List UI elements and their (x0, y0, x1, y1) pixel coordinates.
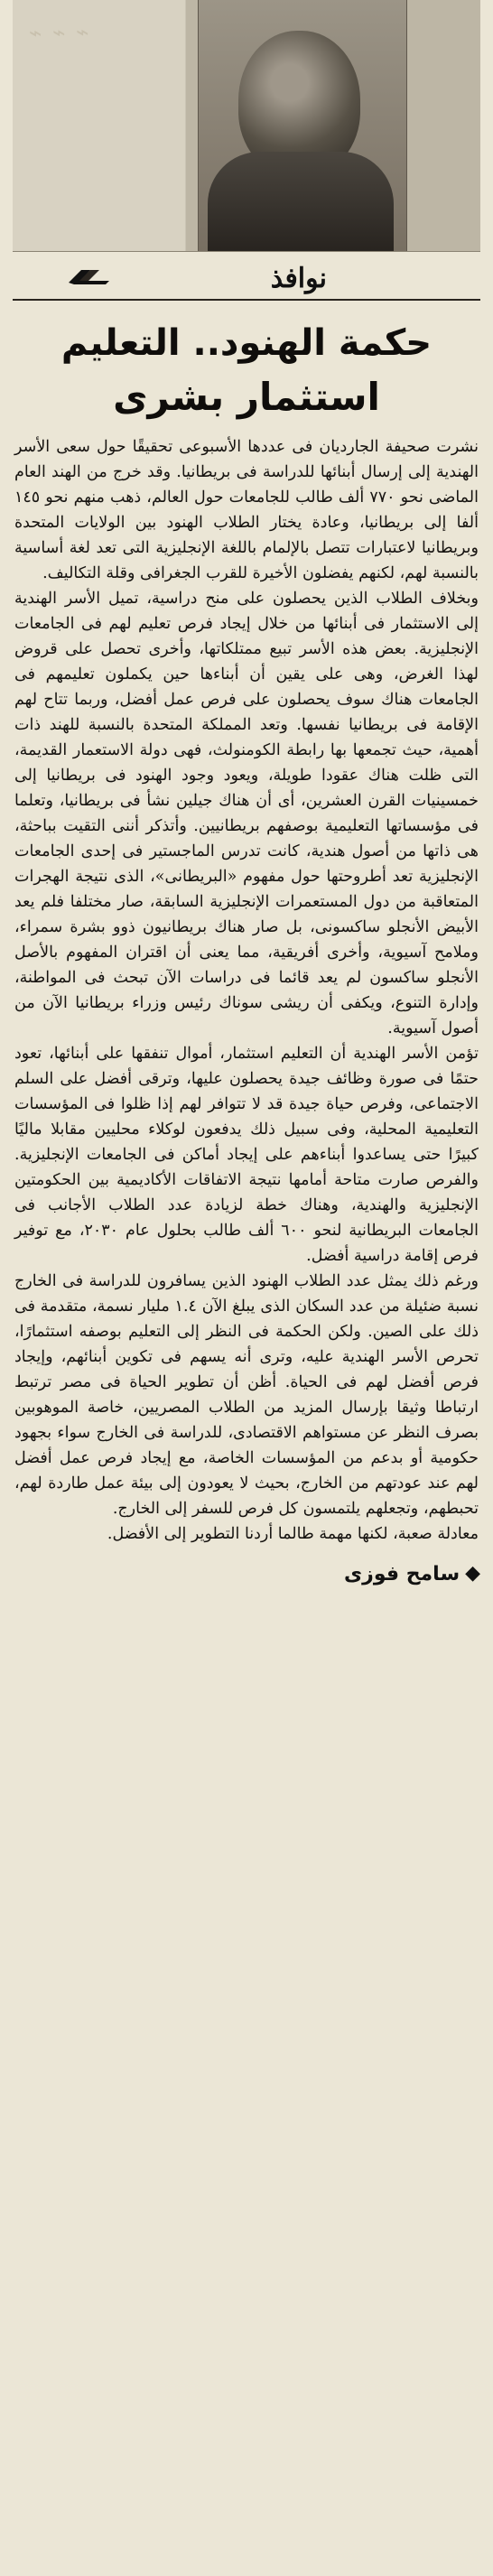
column-logo-icon (65, 266, 114, 288)
diamond-icon: ◆ (465, 1562, 480, 1585)
article-paragraph: تؤمن الأسر الهندية أن التعليم استثمار، أموال تنفقها على أبنائها، تعود حتمًا فى صورة وظائف جيدة يحصلون عليها، وترقى أفضل على السلم الاجتماعى، وفرص حياة جيدة قد لا تتوافر لهم إذا ظلوا فى المؤسسات التعليمية المحلية، وفى سبيل ذلك يدفعون لوكلاء محليين مقابلا ماليًا كبيرًا حتى يساعدوا أبناءهم على إيجاد أماكن فى الجامعات الإنجليزية. والفرص صارت متاحة أمامها نتيجة الاتفاقات الأكاديمية بين الحكومتين الإنجليزية والهندية، وهناك خطة لزيادة عدد الطلاب الأجانب فى الجامعات البريطانية لنحو ٦٠٠ ألف طالب بحلول عام ٢٠٣٠، مع توفير فرص إقامة دراسية أفضل. (14, 1045, 479, 1265)
headline (13, 317, 480, 425)
author-photo (13, 0, 480, 252)
photo-watermark: ⌁ ⌁ ⌁ (28, 19, 91, 46)
portrait-body (208, 152, 394, 252)
article-paragraph: ورغم ذلك يمثل عدد الطلاب الهنود الذين يسافرون للدراسة فى الخارج نسبة ضئيلة من عدد السكان الذى يبلغ الآن ١.٤ مليار نسمة، متقدمة فى ذلك على الصين. ولكن الحكمة فى النظر إلى التعليم بوصفه استثمارًا، تحرص الأسر الهندية عليه، وترى أنه يسهم فى تكوين أبنائهم، وإيجاد فرص أفضل لهم فى الحياة. أظن أن تطوير الحياة فى مصر ترتبط ارتباطا وثيقا بإرسال المزيد من الطلاب المصريين، خاصة الموهوبين بصرف النظر عن مستواهم الاقتصادى، للدراسة فى الخارج سواء بجهود حكومية أو بدعم من المؤسسات الخاصة، مع إيجاد فرص عمل أفضل لهم عند عودتهم من الخارج، بحيث لا يعودون إلى بيئة عمل طاردة لهم، تحبطهم، وتجعلهم يلتمسون كل فرص للسفر إلى الخارج. (14, 1272, 479, 1518)
headline-line-1: حكمة الهنود.. التعليم (60, 322, 433, 364)
article-paragraph: وبخلاف الطلاب الذين يحصلون على منح دراسية، تميل الأسر الهندية إلى الاستثمار فى أبنائها من خلال إيجاد فرص تعليم لهم فى الجامعات الإنجليزية. بعض هذه الأسر تبيع ممتلكاتها، وأخرى تحصل على قروض لهذا الغرض، وهى على يقين أن أبناءها حين يكملون تعليمهم فى الجامعات هناك سوف يحصلون على فرص عمل أفضل، وربما تتاح لهم الإقامة فى بريطانيا نفسها. وتعد المملكة المتحدة بالنسبة للهند ذات أهمية، حيث تجمعها بها رابطة الكومنولث، فهى دولة الاستعمار القديمة، التى ظلت هناك عقودا طويلة، ويعود وجود الهنود فى بريطانيا إلى خمسينيات القرن العشرين، أى أن هناك جيلين نشأ فى بريطانيا، وتعلما فى مؤسساتها التعليمية بوصفهم بريطانيين. وأتذكر أننى التقيت بباحثة، هى ذاتها من أصول هندية، كانت تدرس الماجستير فى إحدى الجامعات الإنجليزية تعد أطروحتها حول مفهوم «البريطانى»، الذى نتيجة الهجرات المتعاقبة من دول المستعمرات الإنجليزية السابقة، صار مختلفا فلم يعد الأبيض الأنجلو ساكسونى، بل صار هناك بريطانيون ذوو بشرة سمراء، وملامح آسيوية، وأخرى أفريقية، مما يعنى أن اقتران المفهوم بالأصل الأنجلو ساكسون لم يعد قائما فى دراسات الآن تبحث فى المواطنة، وإدارة التنوع، ويكفى أن ريشى سوناك رئيس وزراء بريطانيا الآن من أصول آسيوية. (14, 590, 479, 1037)
column-title: نوافذ (270, 263, 327, 294)
author-signature (13, 1563, 480, 1586)
article-paragraph: معادلة صعبة، لكنها مهمة طالما أردنا التطوير إلى الأفضل. (107, 1525, 479, 1543)
author-name: سامح فوزى (344, 1563, 460, 1586)
headline-line-2: استثمار بشرى (113, 375, 380, 419)
article-body (13, 434, 480, 1547)
article-paragraph: نشرت صحيفة الجارديان فى عددها الأسبوعى تحقيقًا حول سعى الأسر الهندية إلى إرسال أبنائها للدراسة فى بريطانيا. وقد خرج من الهند العام الماضى نحو ٧٧٠ ألف طالب للجامعات حول العالم، ذهب منهم نحو ١٤٥ ألفا إلى بريطانيا، وعادة يختار الطلاب الهنود بين الولايات المتحدة وبريطانيا لاعتبارات تتصل بالإلمام باللغة الإنجليزية التى تعد لغة أساسية بالنسبة لهم، لكنهم يفضلون الأخيرة للقرب الجغرافى وقلة التكاليف. (14, 438, 479, 582)
column-header (13, 261, 480, 301)
